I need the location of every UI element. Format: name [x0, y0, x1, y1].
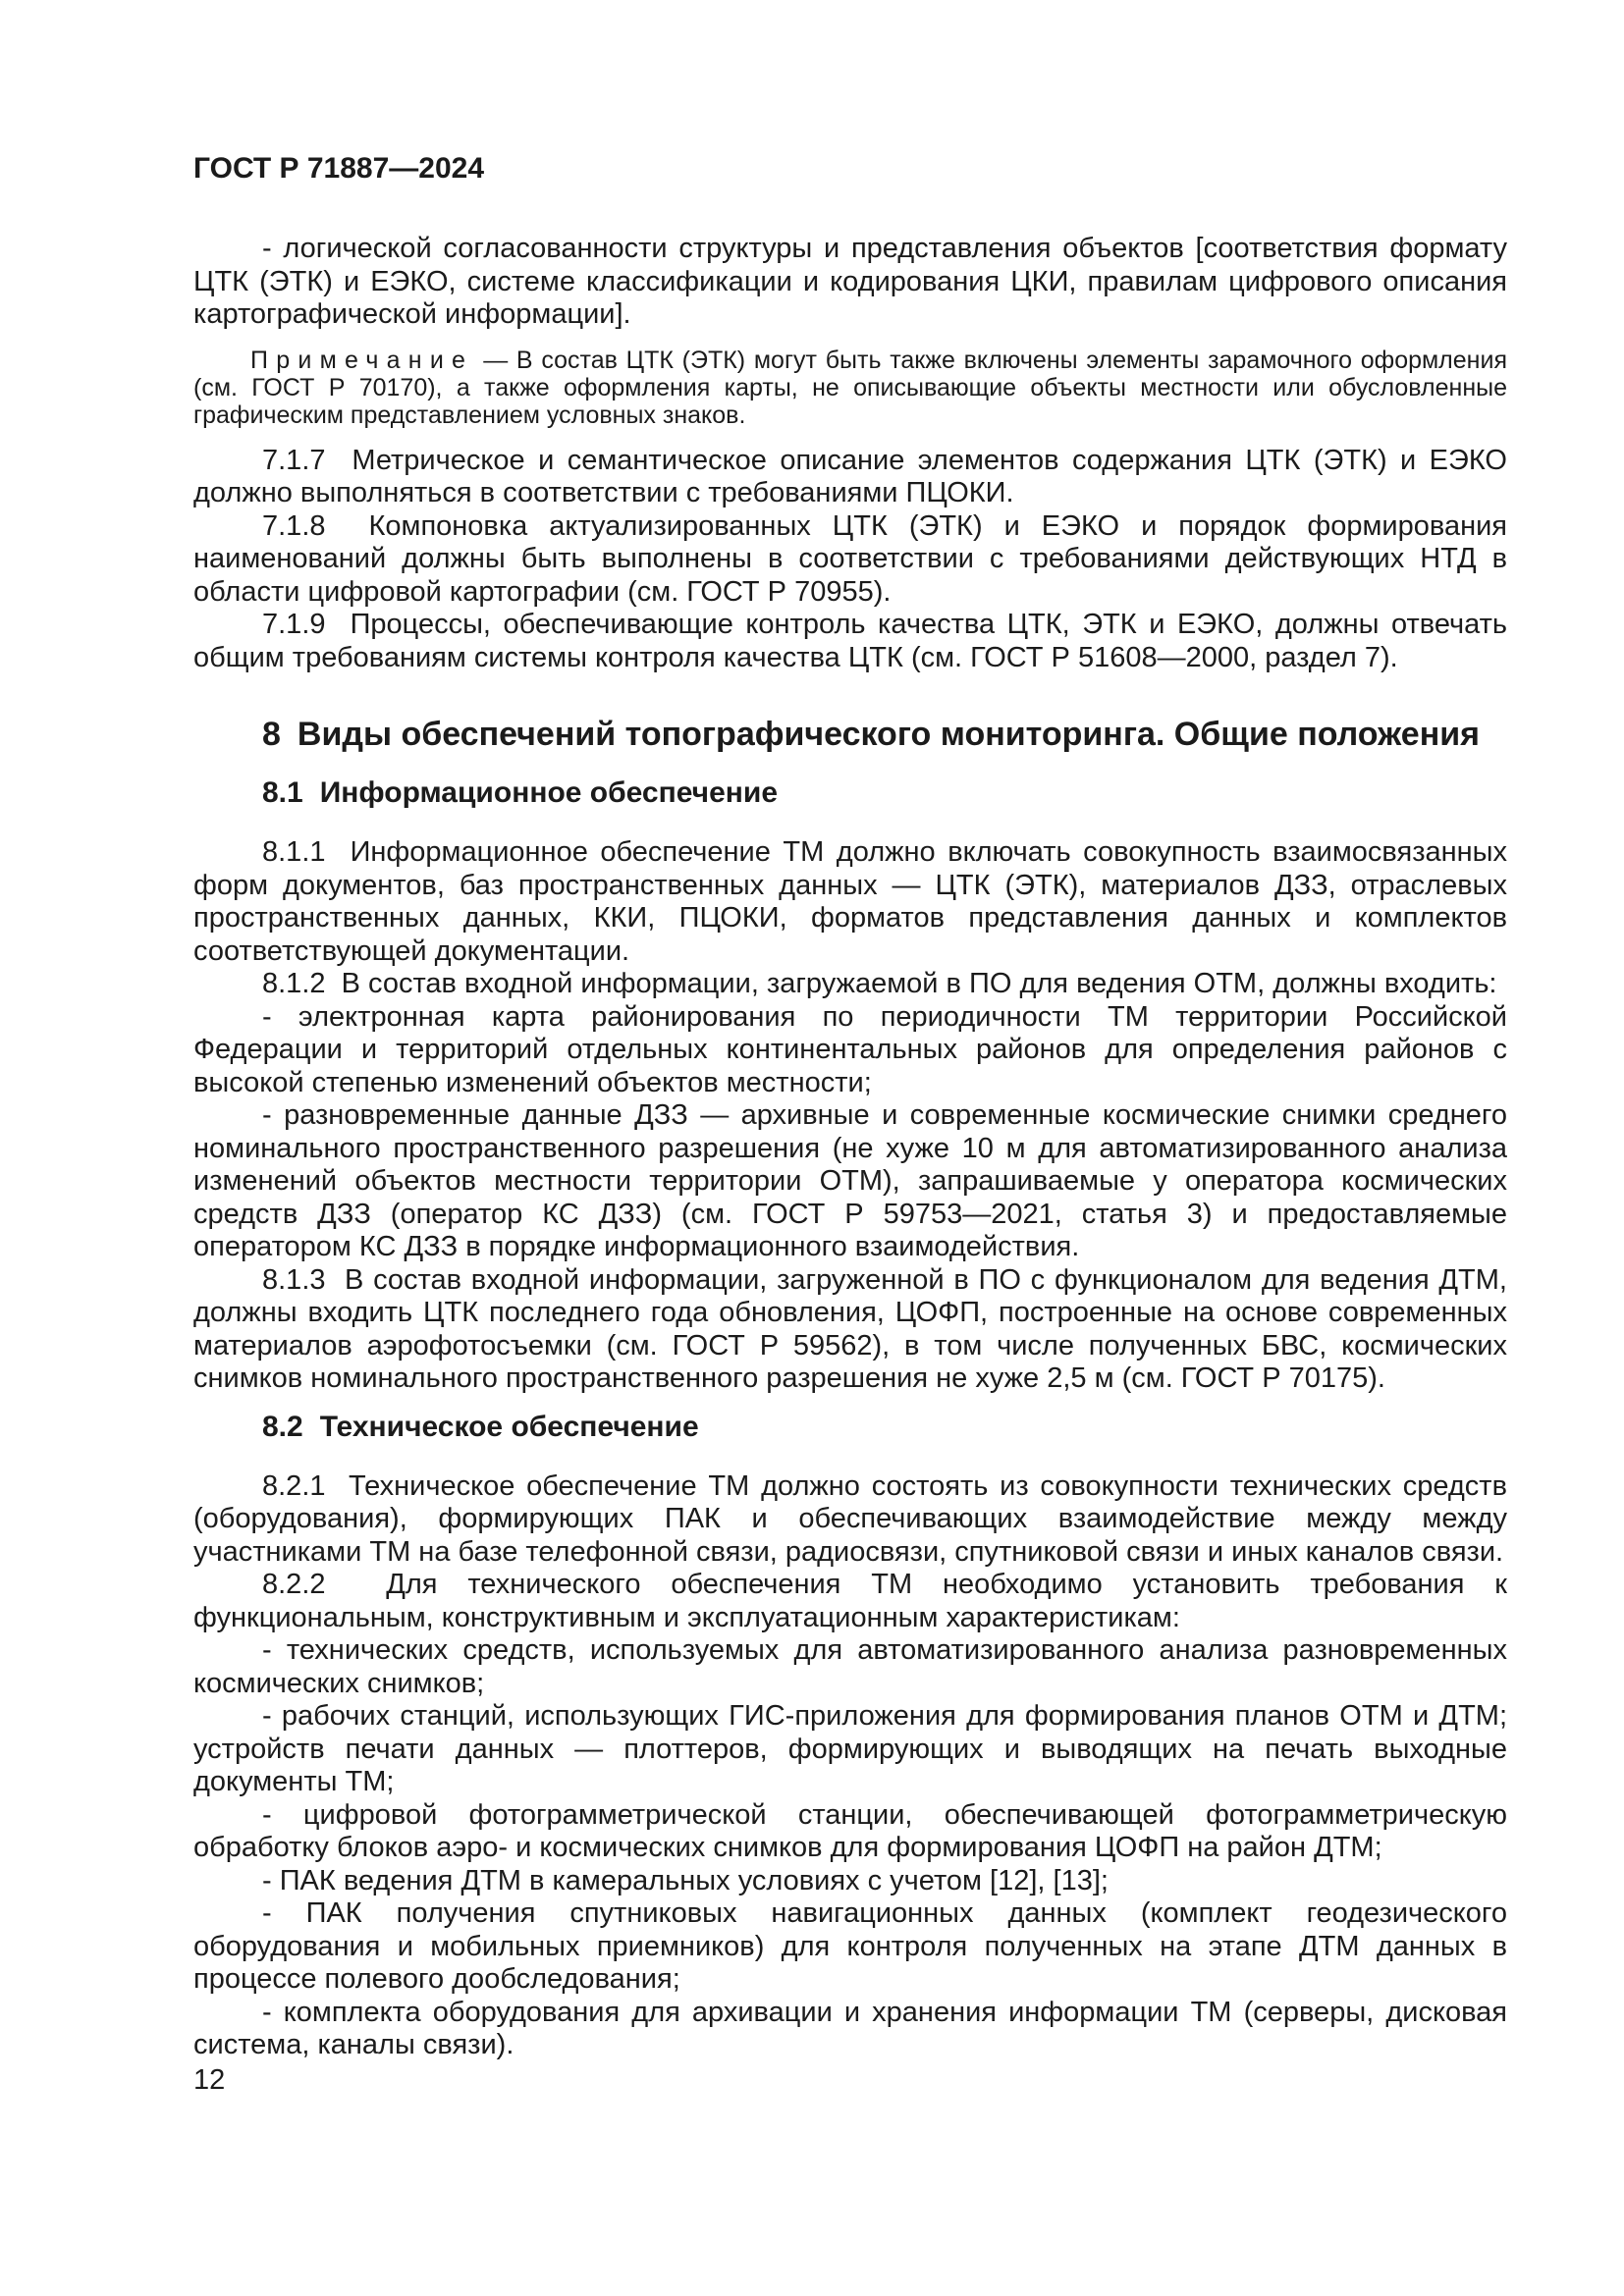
list-item-pak-satellite-nav: - ПАК получения спутниковых навигационных данных (комплект геодезического оборудования и мобильных приемников) для контроля полученных на этапе ДТМ данных в процессе полевого дообследования;: [193, 1897, 1507, 1995]
list-item-photogrammetric-station: - цифровой фотограмметрической станции, обеспечивающей фотограмметрическую обработку блоков аэро- и космических снимков для формирования ЦОФП на район ДТМ;: [193, 1798, 1507, 1863]
subsection-number: 8.2: [262, 1410, 303, 1443]
section-number: 8: [262, 716, 281, 753]
section-heading-8: [262, 715, 1507, 754]
subsection-heading-8-1: [262, 776, 1507, 810]
list-item-workstations: - рабочих станций, использующих ГИС-приложения для формирования планов ОТМ и ДТМ; устройств печати данных — плоттеров, формирующих и выводящих на печать выходные документы ТМ;: [193, 1700, 1507, 1797]
paragraph-logical-consistency: - логической согласованности структуры и представления объектов [соответствия формату ЦТК (ЭТК) и ЕЭКО, системе классификации и кодирования ЦКИ, правилам цифрового описания картографической информации].: [193, 233, 1507, 330]
running-header: ГОСТ Р 71887—2024: [193, 152, 485, 185]
subsection-number: 8.1: [262, 776, 303, 809]
page-content: [193, 152, 1507, 2062]
note-text: — В состав ЦТК (ЭТК) могут быть также включены элементы зарамочного оформления (см. ГОСТ Р 70170), а также оформления карты, не описывающие объекты местности или обусловленные графическим представлением условных знаков.: [193, 346, 1507, 429]
note-paragraph: [193, 347, 1507, 429]
note-label: Примечание: [250, 346, 474, 374]
paragraph-8-2-1: 8.2.1 Техническое обеспечение ТМ должно состоять из совокупности технических средств (оборудования), формирующих ПАК и обеспечивающих взаимодействие между между участниками ТМ на базе телефонной связи, радиосвязи, спутниковой связи и иных каналов связи.: [193, 1469, 1507, 1568]
paragraph-8-1-2: 8.1.2 В состав входной информации, загружаемой в ПО для ведения ОТМ, должны входить:: [262, 968, 1497, 999]
list-item-archiving-equipment: - комплекта оборудования для архивации и хранения информации ТМ (серверы, дисковая система, каналы связи).: [193, 1996, 1507, 2060]
list-item-electronic-map: - электронная карта районирования по периодичности ТМ территории Российской Федерации и территорий отдельных континентальных районов для определения районов с высокой степенью изменений объектов местности;: [193, 1000, 1507, 1098]
list-item-pak-dtm: - ПАК ведения ДТМ в камеральных условиях с учетом [12], [13];: [262, 1864, 1109, 1896]
paragraph-8-2-2: 8.2.2 Для технического обеспечения ТМ необходимо установить требования к функциональным, конструктивным и эксплуатационным характеристикам:: [193, 1569, 1507, 1633]
paragraph-7-1-9: 7.1.9 Процессы, обеспечивающие контроль качества ЦТК, ЭТК и ЕЭКО, должны отвечать общим требованиям системы контроля качества ЦТК (см. ГОСТ Р 51608—2000, раздел 7).: [193, 609, 1507, 673]
page-number: 12: [193, 2064, 226, 2096]
paragraph-7-1-7: 7.1.7 Метрическое и семантическое описание элементов содержания ЦТК (ЭТК) и ЕЭКО должно выполняться в соответствии с требованиями ПЦОКИ.: [193, 444, 1507, 508]
section-title: Виды обеспечений топографического мониторинга. Общие положения: [297, 716, 1480, 753]
subsection-heading-8-2: [262, 1411, 1507, 1444]
paragraph-8-1-1: 8.1.1 Информационное обеспечение ТМ должно включать совокупность взаимосвязанных форм документов, баз пространственных данных — ЦТК (ЭТК), материалов ДЗЗ, отраслевых пространственных данных, ККИ, ПЦОКИ, форматов представления данных и комплектов соответствующей документации.: [193, 836, 1507, 967]
paragraph-7-1-8: 7.1.8 Компоновка актуализированных ЦТК (ЭТК) и ЕЭКО и порядок формирования наименований должны быть выполнены в соответствии с требованиями действующих НТД в области цифровой картографии (см. ГОСТ Р 70955).: [193, 509, 1507, 608]
subsection-title: Информационное обеспечение: [319, 776, 779, 809]
subsection-title: Техническое обеспечение: [319, 1410, 699, 1443]
paragraph-8-1-3: 8.1.3 В состав входной информации, загруженной в ПО с функционалом для ведения ДТМ, должны входить ЦТК последнего года обновления, ЦОФП, построенные на основе современных материалов аэрофотосъемки (см. ГОСТ Р 59562), в том числе полученных БВС, космических снимков номинального пространственного разрешения не хуже 2,5 м (см. ГОСТ Р 70175).: [193, 1263, 1507, 1394]
list-item-multitemporal-data: - разновременные данные ДЗЗ — архивные и современные космические снимки среднего номинального пространственного разрешения (не хуже 10 м для автоматизированного анализа изменений объектов местности территории ОТМ), запрашиваемые у оператора космических средств ДЗЗ (оператор КС ДЗЗ) (см. ГОСТ Р 59753—2021, статья 3) и предоставляемые оператором КС ДЗЗ в порядке информационного взаимодействия.: [193, 1099, 1507, 1262]
list-item-technical-means: - технических средств, используемых для автоматизированного анализа разновременных космических снимков;: [193, 1634, 1507, 1699]
